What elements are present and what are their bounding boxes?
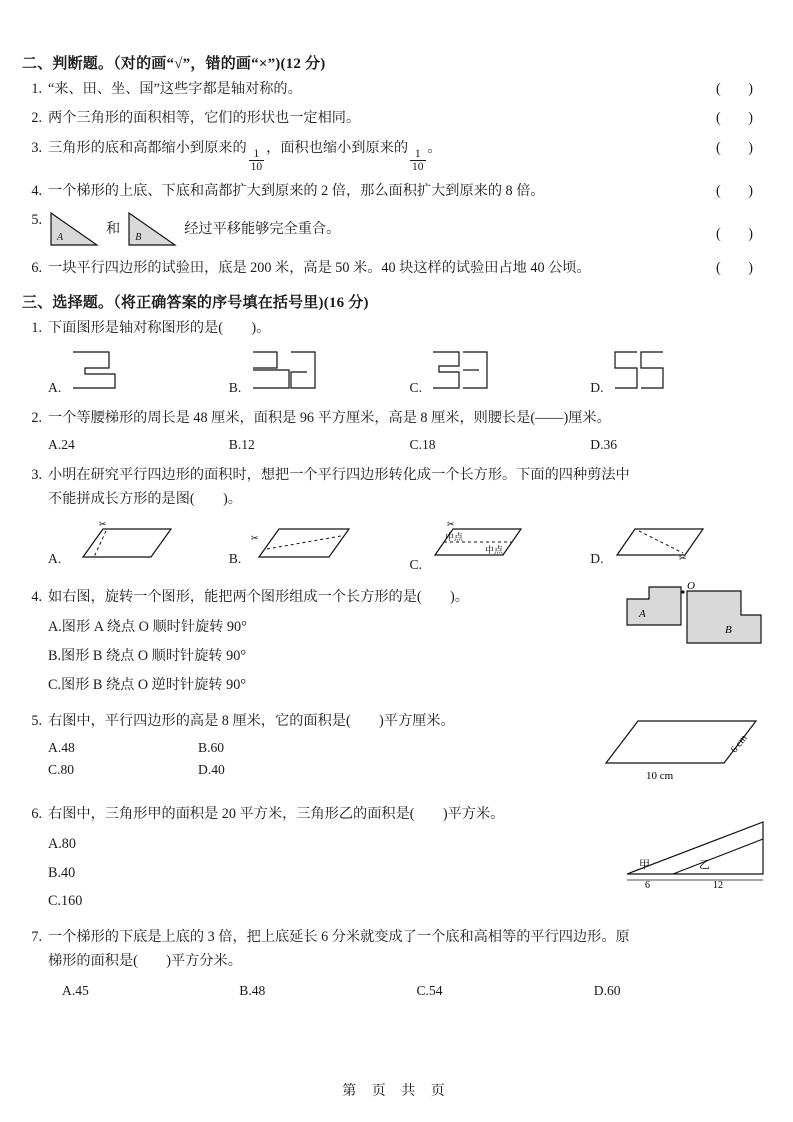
tf-item-5-text-a: 和 [106, 220, 121, 237]
tf-item-5-content [48, 210, 771, 248]
mc-item-2 [22, 408, 771, 429]
tf-item-4-text: 一个梯形的上底、下底和高都扩大到原来的 2 倍，那么面积扩大到原来的 8 倍。 [48, 182, 545, 199]
tf-item-3 [22, 138, 771, 173]
paralellogram-cut-d-svg [607, 519, 725, 563]
mc-item-6-number: 6. [31, 805, 42, 822]
option-label-c: C. [409, 557, 422, 573]
fraction-numerator: 1 [249, 148, 265, 161]
scissors-icon: ✂ [250, 533, 259, 544]
mc-item-7-number: 7. [31, 929, 42, 945]
mc-item-3-option-b[interactable] [229, 519, 410, 573]
mc-item-5-figure-svg [596, 711, 768, 785]
mc-item-2-number: 2. [31, 409, 42, 426]
triangle-label-jia: 甲 [639, 858, 650, 871]
mc-item-5 [22, 711, 771, 790]
mc-item-2-option-c[interactable]: C.18 [409, 437, 436, 453]
mc-item-7 [22, 927, 771, 948]
paralellogram-cut-c [425, 519, 543, 572]
tf-item-3-text-c: 。 [427, 139, 442, 156]
section-2-heading: 二、判断题。（对的画“√”，错的画“×”)(12 分) [22, 56, 326, 72]
shape-a-svg [65, 346, 145, 392]
option-label-b: B. [228, 551, 242, 567]
shape-d-svg [607, 346, 687, 392]
page-footer: 第 页 共 页 [342, 1084, 451, 1099]
mc-item-2-option-d[interactable]: D.36 [590, 437, 618, 453]
paralellogram-cut-b [245, 533, 363, 566]
mc-item-2-option-b[interactable]: B.12 [228, 437, 255, 453]
section-3-heading: 三、选择题。（将正确答案的序号填在括号里)(16 分) [22, 295, 369, 312]
figure-label-b: B [725, 624, 732, 637]
mc-item-5-option-b[interactable]: B.60 [198, 739, 225, 755]
tf-item-2-number: 2. [31, 110, 42, 127]
page-content [22, 52, 771, 999]
base-label-6: 6 [645, 879, 650, 891]
paralellogram-cut-a [65, 519, 183, 566]
mc-item-2-options [48, 437, 771, 453]
mc-item-4-option-a[interactable]: A.图形 A 绕点 O 顺时针旋转 90° [48, 619, 247, 636]
mc-item-4-figure-svg [621, 581, 769, 663]
mc-item-5-options-row-1 [48, 740, 596, 756]
option-label-b: B. [228, 379, 242, 395]
shape-b-svg [245, 346, 325, 392]
mc-item-7-line-2: 梯形的面积是( )平方分米。 [48, 953, 242, 970]
mc-item-3-line-1: 小明在研究平行四边形的面积时，想把一个平行四边形转化成一个长方形。下面的四种剪法中 [48, 467, 630, 484]
tf-item-5-answer-blank[interactable]: ( ) [716, 226, 765, 243]
mc-item-5-text: 右图中，平行四边形的高是 8 厘米，它的面积是( )平方厘米。 [48, 712, 455, 729]
midpoint-label-2: 中点 [485, 545, 504, 556]
fraction-denominator: 10 [412, 160, 424, 173]
mc-item-1-text: 下面图形是轴对称图形的是( )。 [48, 320, 271, 337]
option-label-a: A. [48, 551, 62, 567]
paralellogram-cut-d [607, 551, 725, 566]
mc-item-1-option-a[interactable] [48, 346, 229, 396]
tf-item-5 [22, 210, 771, 248]
mc-item-3-option-a[interactable] [48, 519, 229, 573]
fraction-numerator: 1 [410, 148, 426, 161]
tf-item-2-answer-blank[interactable]: ( ) [716, 110, 765, 127]
mc-item-4-text: 如右图，旋转一个图形，能把两个图形组成一个长方形的是( )。 [48, 589, 469, 606]
mc-item-3-option-c[interactable] [410, 519, 591, 573]
tf-item-6-number: 6. [31, 260, 42, 277]
fraction-denominator: 10 [250, 160, 263, 173]
tf-item-3-text [48, 138, 771, 173]
triangle-a-svg [48, 210, 100, 248]
tf-item-3-text-b: ，面积也缩小到原来的 [266, 139, 409, 156]
mc-item-5-options-row-2 [48, 762, 596, 778]
mc-item-6-option-c[interactable]: C.160 [48, 893, 83, 910]
tf-item-5-text-b: 经过平移能够完全重合。 [184, 220, 341, 237]
mc-item-1-options [48, 346, 771, 396]
tf-item-1-answer-blank[interactable]: ( ) [716, 81, 765, 97]
tf-item-5-number: 5. [31, 212, 42, 229]
scissors-icon: ✂ [447, 519, 455, 530]
figure-label-o: O [687, 580, 695, 593]
option-label-c: C. [409, 379, 422, 395]
mc-item-1-number: 1. [31, 320, 42, 337]
mc-item-3 [22, 465, 771, 486]
parallelogram-side-label: 6 cm [728, 732, 750, 755]
shape-d [607, 380, 687, 395]
tf-item-4-answer-blank[interactable]: ( ) [716, 182, 765, 199]
mc-item-7-option-b[interactable]: B.48 [239, 983, 266, 999]
mc-item-3-option-d[interactable] [590, 519, 771, 573]
mc-item-4-figure [621, 581, 771, 696]
mc-item-4 [22, 580, 771, 696]
option-label-a: A. [48, 379, 62, 395]
mc-item-7-option-d[interactable]: D.60 [593, 983, 621, 999]
shape-c-svg [425, 346, 505, 392]
mc-item-1-option-c[interactable] [410, 346, 591, 396]
mc-item-7-option-a[interactable]: A.45 [62, 983, 89, 999]
fraction-one-tenth-a [249, 148, 265, 173]
tf-item-6-answer-blank[interactable]: ( ) [716, 260, 765, 277]
triangle-b-svg [126, 210, 178, 248]
mc-item-7-line-1: 一个梯形的下底是上底的 3 倍，把上底延长 6 分米就变成了一个底和高相等的平行四边形。原 [48, 929, 630, 945]
tf-item-4-number: 4. [31, 182, 42, 199]
mc-item-5-option-d[interactable]: D.40 [198, 761, 225, 777]
mc-item-5-figure [596, 711, 771, 790]
option-label-d: D. [590, 551, 604, 567]
triangle-b-figure [126, 210, 178, 248]
triangle-a-figure [48, 210, 100, 248]
option-label-d: D. [590, 379, 604, 395]
mc-item-6-option-a[interactable]: A.80 [48, 835, 76, 852]
scissors-icon: ✂ [98, 519, 107, 530]
shape-a [65, 380, 145, 395]
mc-item-1-option-b[interactable] [229, 346, 410, 396]
true-false-list [22, 79, 771, 279]
mc-item-4-number: 4. [31, 589, 42, 606]
tf-item-2-text: 两个三角形的面积相等，它们的形状也一定相同。 [48, 110, 361, 127]
base-label-12: 12 [713, 879, 723, 891]
tf-item-3-number: 3. [31, 139, 42, 156]
paralellogram-cut-c-svg [425, 519, 543, 569]
tf-item-3-answer-blank[interactable]: ( ) [716, 139, 765, 156]
paralellogram-cut-a-svg [65, 519, 183, 563]
mc-item-1-option-d[interactable] [590, 346, 771, 396]
mc-item-1 [22, 318, 771, 339]
shape-c [425, 380, 505, 395]
scissors-icon: ✂ [678, 553, 687, 564]
mc-item-7-option-c[interactable]: C.54 [416, 983, 443, 999]
mc-item-2-option-a[interactable]: A.24 [48, 437, 75, 453]
tf-item-1 [22, 79, 771, 100]
tf-item-3-text-a: 三角形的底和高都缩小到原来的 [48, 139, 247, 156]
mc-item-6-figure [621, 816, 771, 913]
triangle-a-label: A [57, 232, 64, 244]
triangle-b-label: B [135, 232, 142, 244]
fraction-one-tenth-b [410, 148, 426, 173]
shape-b [245, 380, 325, 395]
tf-item-1-number: 1. [31, 81, 42, 97]
tf-item-4 [22, 181, 771, 202]
tf-item-6 [22, 258, 771, 279]
figure-label-a: A [639, 608, 646, 621]
mc-item-4-option-c[interactable]: C.图形 B 绕点 O 逆时针旋转 90° [48, 676, 247, 693]
mc-item-3-number: 3. [31, 467, 42, 484]
mc-item-5-option-c[interactable]: C.80 [48, 761, 75, 777]
mc-item-6-option-b[interactable]: B.40 [48, 864, 76, 881]
mc-item-3-line-2: 不能拼成长方形的是图( )。 [48, 491, 242, 508]
mc-item-5-option-a[interactable]: A.48 [48, 739, 75, 755]
mc-item-6 [22, 804, 771, 913]
parallelogram-base-label: 10 cm [646, 769, 674, 782]
mc-item-5-number: 5. [31, 712, 42, 729]
paralellogram-cut-b-svg [245, 519, 363, 563]
tf-item-6-text: 一块平行四边形的试验田，底是 200 米，高是 50 米。40 块这样的试验田占地 40 公顷。 [48, 260, 591, 277]
triangle-label-yi: 乙 [699, 858, 710, 871]
mc-item-6-figure-svg [621, 816, 769, 892]
mc-item-4-option-b[interactable]: B.图形 B 绕点 O 顺时针旋转 90° [48, 648, 247, 665]
mc-item-3-options [48, 519, 771, 573]
tf-item-1-text: “来、田、坐、国”这些字都是轴对称的。 [48, 81, 302, 97]
tf-item-2 [22, 108, 771, 129]
mc-item-6-text: 右图中，三角形甲的面积是 20 平方米，三角形乙的面积是( )平方米。 [48, 805, 505, 822]
mc-item-2-text: 一个等腰梯形的周长是 48 厘米，面积是 96 平方厘米，高是 8 厘米，则腰长是(——)厘米。 [48, 409, 611, 426]
midpoint-label-1: 中点 [445, 532, 464, 543]
mc-item-7-options [62, 983, 771, 999]
